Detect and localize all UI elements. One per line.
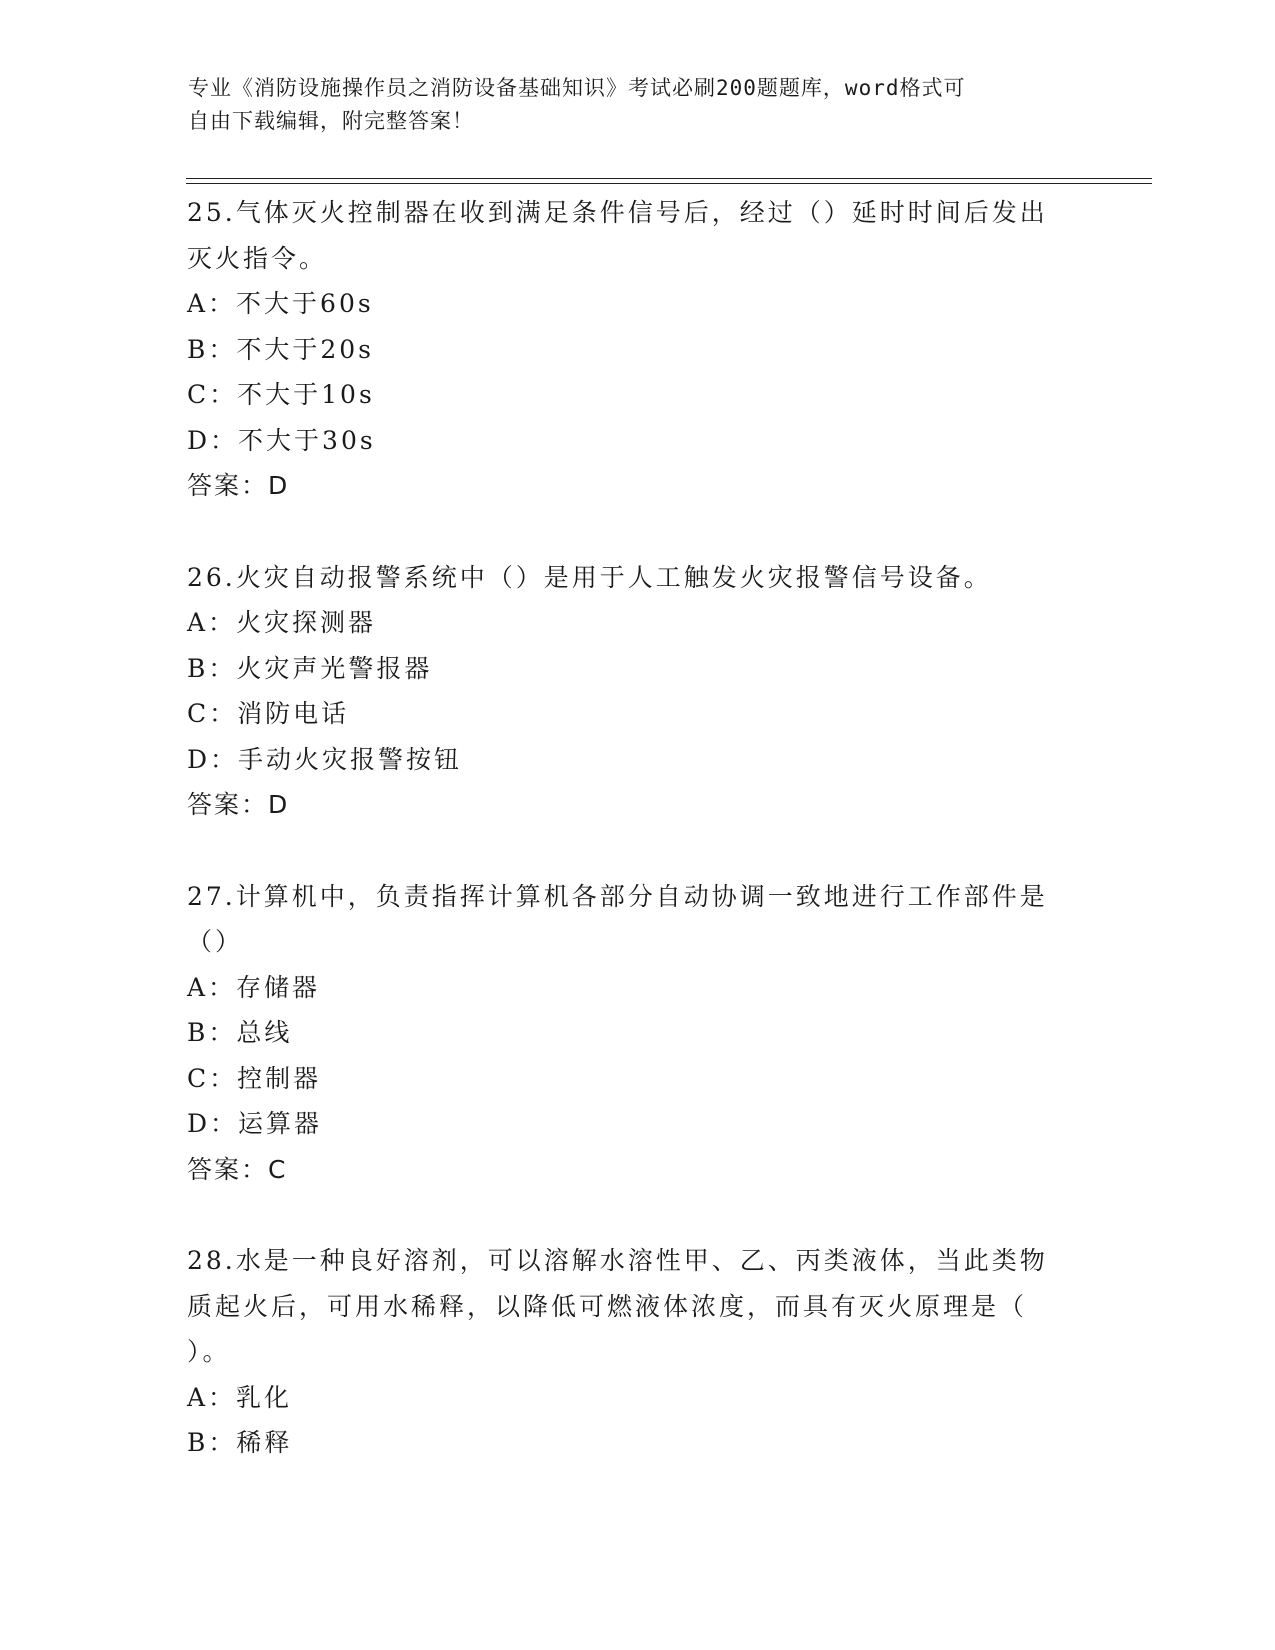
question-list [187, 190, 1067, 1512]
question-26 [187, 555, 1067, 828]
option-a: A：火灾探测器 [187, 608, 377, 637]
question-27 [187, 874, 1067, 1193]
question-text-line: 质起火后，可用水稀释，以降低可燃液体浓度，而具有灭火原理是（ [187, 1291, 1028, 1321]
document-header [188, 72, 1068, 138]
answer: 答案：D [187, 790, 290, 819]
option-b: B：总线 [187, 1018, 293, 1047]
option-a: A：乳化 [187, 1382, 293, 1412]
question-text-line: 27.计算机中，负责指挥计算机各部分自动协调一致地进行工作部件是 [187, 881, 1048, 911]
option-d: D：运算器 [187, 1109, 323, 1138]
question-text-line: 26.火灾自动报警系统中（）是用于人工触发火灾报警信号设备。 [187, 562, 992, 592]
header-divider-bottom [186, 183, 1152, 184]
option-c: C：不大于10s [187, 380, 375, 409]
option-c: C：消防电话 [187, 699, 350, 728]
option-a: A：不大于60s [187, 289, 374, 318]
header-divider-top [186, 178, 1152, 179]
option-d: D：不大于30s [187, 425, 376, 455]
answer: 答案：C [187, 1154, 288, 1184]
question-text-line: ）。 [187, 1337, 231, 1366]
answer: 答案：D [187, 471, 290, 500]
option-b: B：稀释 [187, 1428, 293, 1457]
question-text-line: 25.气体灭火控制器在收到满足条件信号后，经过（）延时时间后发出 [187, 198, 1048, 227]
header-line-2: 自由下载编辑，附完整答案！ [188, 109, 474, 133]
header-line-1: 专业《消防设施操作员之消防设备基础知识》考试必刷200题题库，word格式可 [188, 76, 966, 100]
option-b: B：火灾声光警报器 [187, 653, 433, 683]
question-25 [187, 190, 1067, 509]
question-text-line: 灭火指令。 [187, 243, 328, 273]
option-b: B：不大于20s [187, 334, 375, 364]
option-c: C：控制器 [187, 1063, 322, 1093]
question-28 [187, 1238, 1067, 1466]
question-text-line: 28.水是一种良好溶剂，可以溶解水溶性甲、乙、丙类液体，当此类物 [187, 1246, 1048, 1275]
option-a: A：存储器 [187, 972, 321, 1002]
question-text-line: （） [187, 927, 244, 956]
option-d: D：手动火灾报警按钮 [187, 744, 463, 774]
